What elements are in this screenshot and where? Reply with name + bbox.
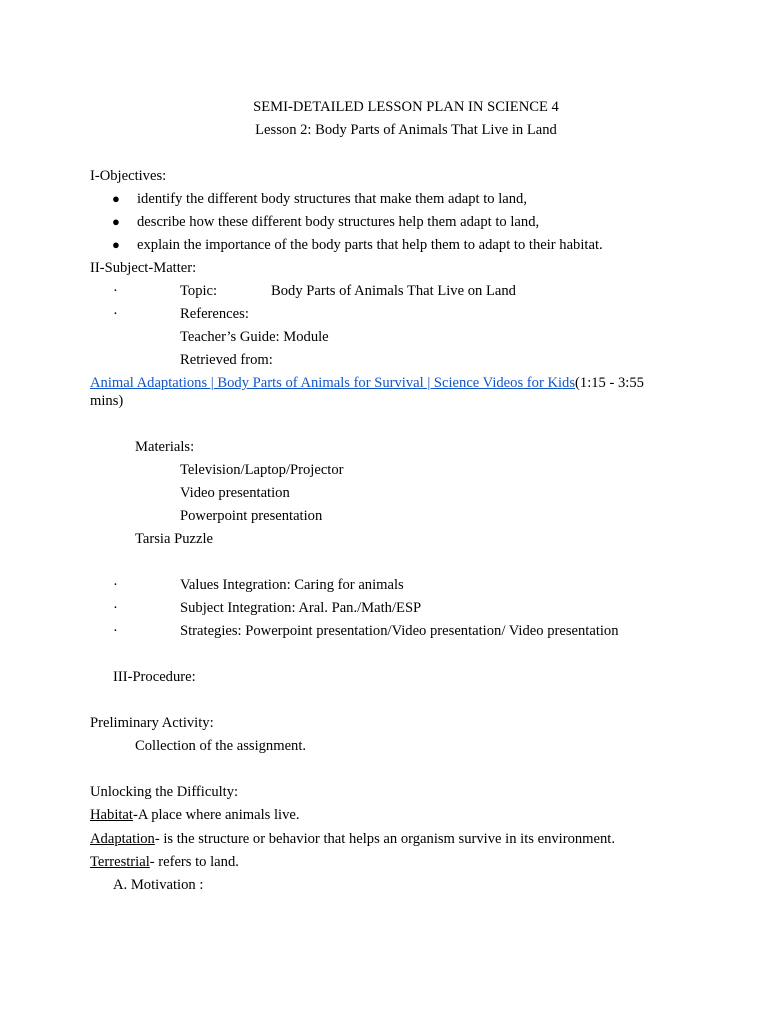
objective-item: identify the different body structures that make them adapt to land,: [137, 191, 527, 207]
unlocking-label: Unlocking the Difficulty:: [90, 784, 239, 800]
dot-icon: ·: [113, 600, 118, 616]
term: Terrestrial: [90, 854, 150, 870]
motivation-heading: A. Motivation :: [113, 877, 204, 893]
term-definition: -A place where animals live.: [132, 807, 300, 823]
term-row: [90, 806, 300, 824]
tarsia-puzzle: Tarsia Puzzle: [135, 531, 213, 547]
video-link[interactable]: Animal Adaptations | Body Parts of Animals for Survival | Science Videos for Kids: [90, 375, 576, 391]
subject-matter-heading: II-Subject-Matter:: [90, 260, 197, 276]
topic-value: Body Parts of Animals That Live on Land: [271, 283, 516, 299]
page-title: SEMI-DETAILED LESSON PLAN IN SCIENCE 4: [253, 99, 559, 115]
material-item: Television/Laptop/Projector: [180, 462, 344, 478]
procedure-heading: III-Procedure:: [113, 669, 196, 685]
term-row: [90, 830, 615, 848]
retrieved-from: Retrieved from:: [180, 352, 273, 368]
term: Adaptation: [90, 831, 155, 847]
topic-label: Topic:: [180, 283, 218, 299]
objective-item: describe how these different body structures help them adapt to land,: [137, 214, 540, 230]
references-label: References:: [180, 306, 249, 322]
bullet-icon: ●: [112, 214, 120, 229]
materials-label: Materials:: [135, 439, 195, 455]
dot-icon: ·: [113, 623, 118, 639]
teachers-guide: Teacher’s Guide: Module: [180, 329, 329, 345]
material-item: Video presentation: [180, 485, 290, 501]
link-suffix-cont: mins): [90, 393, 124, 409]
preliminary-text: Collection of the assignment.: [135, 738, 307, 754]
bullet-icon: ●: [112, 191, 120, 206]
material-item: Powerpoint presentation: [180, 508, 323, 524]
dot-icon: ·: [113, 577, 118, 593]
preliminary-label: Preliminary Activity:: [90, 715, 214, 731]
reference-line: [90, 374, 644, 392]
term-row: [90, 853, 239, 871]
lesson-subtitle: Lesson 2: Body Parts of Animals That Live in Land: [255, 122, 557, 138]
dot-icon: ·: [113, 283, 118, 299]
objectives-heading: I-Objectives:: [90, 168, 167, 184]
link-suffix: (1:15 - 3:55: [575, 375, 644, 391]
integration-item: Strategies: Powerpoint presentation/Video presentation/ Video presentation: [180, 623, 619, 639]
bullet-icon: ●: [112, 237, 120, 252]
term-definition: - is the structure or behavior that helps an organism survive in its environment.: [154, 831, 616, 847]
objective-item: explain the importance of the body parts that help them to adapt to their habitat.: [137, 237, 603, 253]
term: Habitat: [90, 807, 133, 823]
dot-icon: ·: [113, 306, 118, 322]
integration-item: Subject Integration: Aral. Pan./Math/ESP: [180, 600, 422, 616]
term-definition: - refers to land.: [149, 854, 239, 870]
integration-item: Values Integration: Caring for animals: [180, 577, 404, 593]
